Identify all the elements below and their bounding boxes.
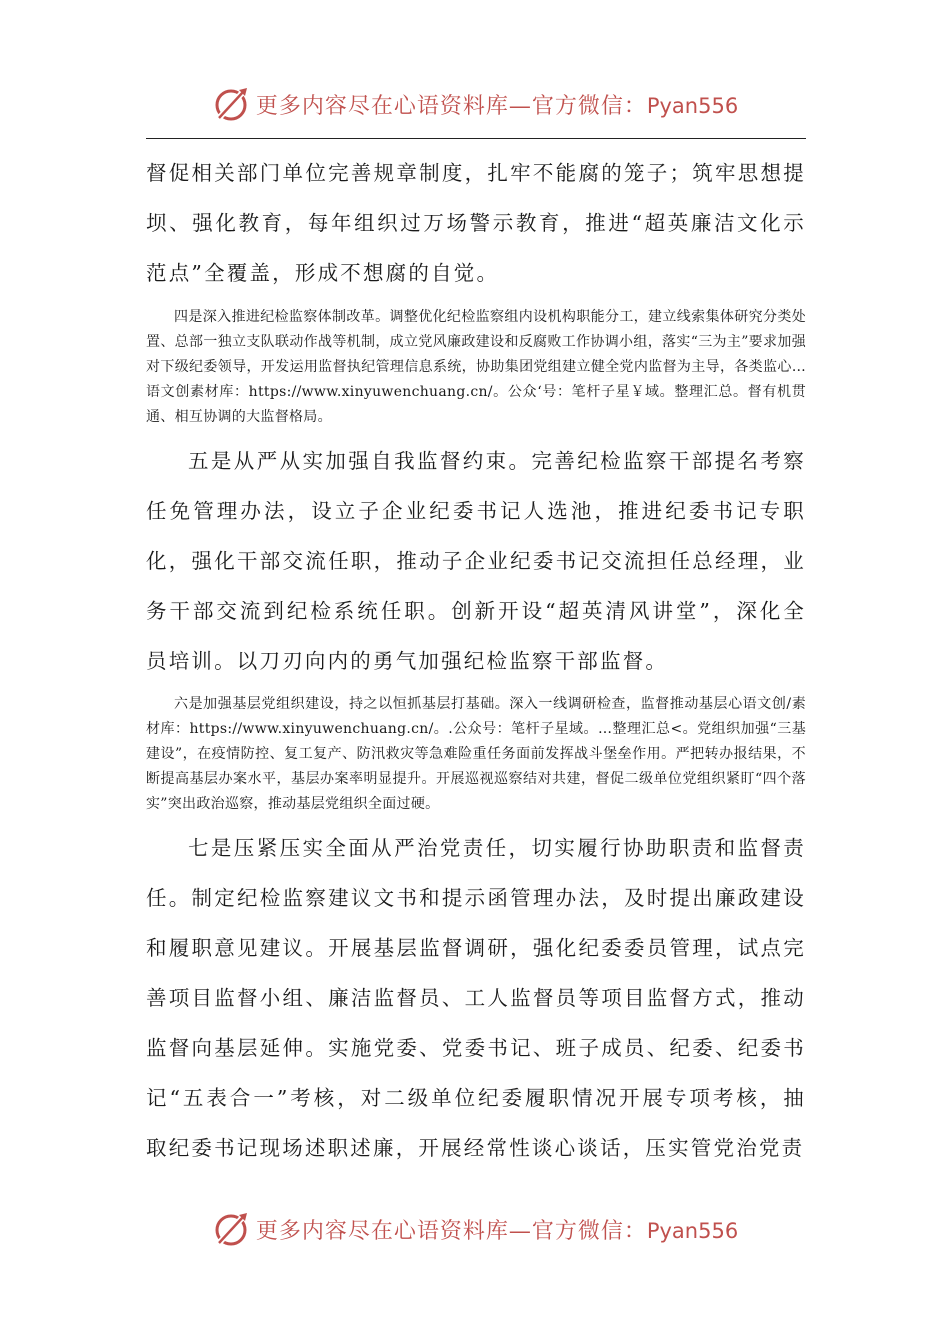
paragraph-six: 六是加强基层党组织建设，持之以恒抓基层打基础。深入一线调研检查，监督推动基层心语文创/素材库：https://www.xinyuwenchuang.cn/。.公众号：笔杆子星域。…整理汇总<。党组织加强“三基建设”，在疫情防控、复工复产、防汛救灾等急难险重任务面前发挥战斗堡垒作用。严把转办报结果，不断提高基层办案水平，基层办案率明显提升。开展巡视巡察结对共建，督促二级单位党组织紧盯“四个落实”突出政治巡察，推动基层党组织全面过硬。 [146, 696, 806, 812]
header-banner [0, 82, 950, 126]
footer-wechat-id: Pyan556 [646, 1218, 739, 1243]
header-divider [146, 138, 806, 139]
header-banner-text: 更多内容尽在心语资料库—官方微信： [255, 93, 647, 119]
paragraph-seven: 七是压紧压实全面从严治党责任，切实履行协助职责和监督责任。制定纪检监察建议文书和提示函管理办法，及时提出廉政建设和履职意见建议。开展基层监督调研，强化纪委委员管理，试点完善项目监督小组、廉洁监督员、工人监督员等项目监督方式，推动监督向基层延伸。实施党委、党委书记、班子成员、纪委、纪委书记“五表合一”考核，对二级单位纪委履职情况开展专项考核，抽取纪委书记现场述职述廉，开展经常性谈心谈话，压实管党治党责 [146, 836, 806, 1160]
paragraph-continuation: 督促相关部门单位完善规章制度，扎牢不能腐的笼子；筑牢思想提坝、强化教育，每年组织过万场警示教育，推进“超英廉洁文化示范点”全覆盖，形成不想腐的自觉。 [146, 161, 806, 285]
paragraph-five: 五是从严从实加强自我监督约束。完善纪检监察干部提名考察任免管理办法，设立子企业纪委书记人选池，推进纪委书记专职化，强化干部交流任职，推动子企业纪委书记交流担任总经理，业务干部交流到纪检系统任职。创新开设“超英清风讲堂”，深化全员培训。以刀刃向内的勇气加强纪检监察干部监督。 [146, 449, 806, 673]
pen-logo-icon [212, 1209, 252, 1249]
footer-banner [0, 1207, 950, 1251]
document-body [146, 148, 806, 1173]
footer-banner-text: 更多内容尽在心语资料库—官方微信： [255, 1218, 647, 1244]
header-wechat-id: Pyan556 [646, 93, 739, 118]
paragraph-four: 四是深入推进纪检监察体制改革。调整优化纪检监察组内设机构职能分工，建立线索集体研究分类处置、总部一独立支队联动作战等机制，成立党风廉政建设和反腐败工作协调小组，落实“三为主”要求加强对下级纪委领导，开发运用监督执纪管理信息系统，协助集团党组建立健全党内监督为主导，各类监心…语文创素材库：https://www.xinyuwenchuang.cn/。公众‘号：笔杆子星￥域。整理汇总。督有机贯通、相互协调的大监督格局。 [146, 309, 806, 425]
pen-logo-icon [212, 84, 252, 124]
